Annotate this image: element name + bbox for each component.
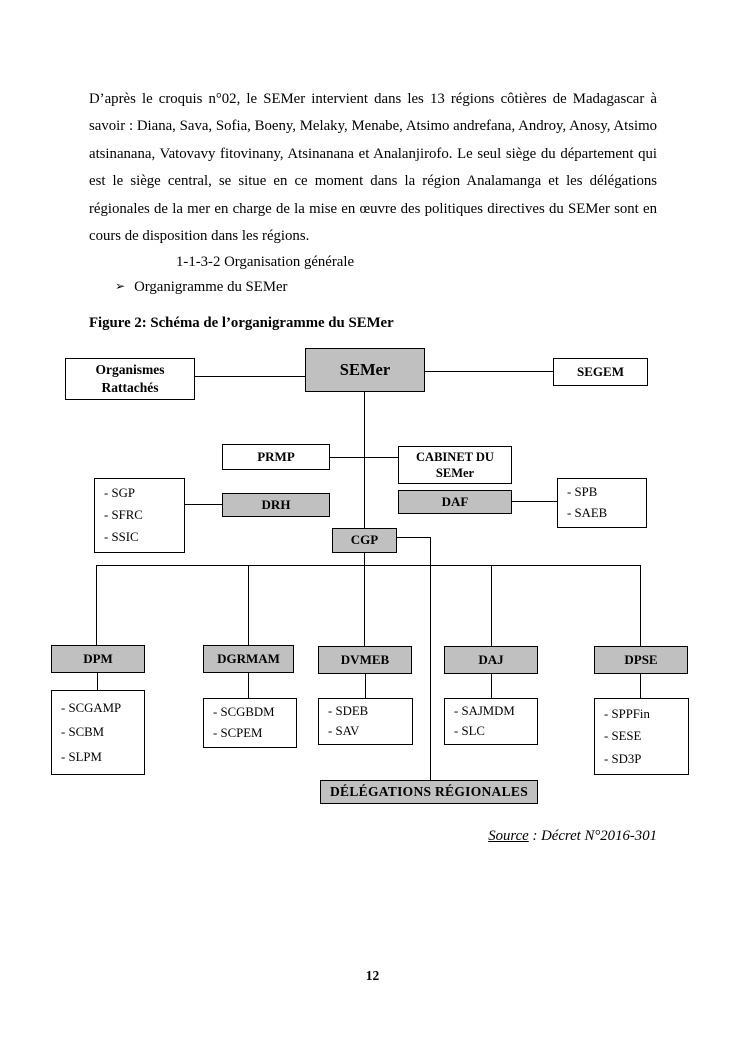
- node-prmp: PRMP: [222, 444, 330, 470]
- connector: [248, 673, 249, 698]
- connector: [185, 504, 222, 505]
- node-semer: SEMer: [305, 348, 425, 392]
- node-label: Organismes: [95, 362, 165, 378]
- service-item: - SCBM: [61, 725, 105, 739]
- connector: [425, 371, 553, 372]
- connector: [364, 553, 365, 646]
- service-item: - SAJMDM: [454, 704, 515, 718]
- connector: [491, 674, 492, 698]
- node-organismes-rattaches: [65, 358, 195, 400]
- source-reference: : Décret N°2016-301: [528, 828, 657, 844]
- node-dvmeb: DVMEB: [318, 646, 412, 674]
- service-item: - SFRC: [104, 508, 143, 522]
- dvmeb-services-box: [318, 698, 413, 745]
- connector: [491, 565, 492, 646]
- connector: [512, 501, 557, 502]
- service-item: - SLPM: [61, 749, 102, 764]
- connector: [97, 673, 98, 690]
- service-item: - SSIC: [104, 530, 139, 544]
- node-label: CABINET DU: [416, 449, 494, 464]
- service-item: - SCPEM: [213, 726, 263, 740]
- bullet-label: Organigramme du SEMer: [134, 279, 288, 295]
- service-item: - SPB: [567, 485, 598, 499]
- service-item: - SD3P: [604, 751, 642, 766]
- service-item: - SGP: [104, 486, 135, 500]
- connector: [248, 565, 249, 645]
- daj-services-box: [444, 698, 538, 745]
- node-dpm: DPM: [51, 645, 145, 673]
- connector: [397, 537, 430, 538]
- node-dgrmam: DGRMAM: [203, 645, 294, 673]
- service-item: - SCGAMP: [61, 700, 122, 715]
- service-item: - SDEB: [328, 704, 369, 718]
- connector: [640, 674, 641, 698]
- page-number: 12: [365, 968, 380, 983]
- drh-services-box: [94, 478, 185, 553]
- node-daf: DAF: [398, 490, 512, 514]
- source-note: [488, 828, 657, 845]
- arrow-bullet-icon: ➢: [115, 279, 126, 293]
- source-label: Source: [488, 828, 529, 844]
- node-daj: DAJ: [444, 646, 538, 674]
- service-item: - SAV: [328, 724, 360, 738]
- connector: [364, 392, 365, 528]
- service-item: - SPPFin: [604, 706, 650, 721]
- dpse-services-box: [594, 698, 689, 775]
- connector: [330, 457, 398, 458]
- service-item: - SESE: [604, 729, 642, 743]
- node-cabinet-du-semer: [398, 446, 512, 484]
- node-label: SEMer: [435, 466, 475, 480]
- connector: [365, 674, 366, 698]
- dgrmam-services-box: [203, 698, 297, 748]
- connector: [96, 565, 640, 566]
- daf-services-box: [557, 478, 647, 528]
- connector: [96, 565, 97, 645]
- figure-caption: Figure 2: Schéma de l’organigramme du SEMer: [89, 315, 394, 331]
- bullet-line: [115, 279, 287, 296]
- section-heading: 1-1-3-2 Organisation générale: [176, 254, 355, 270]
- node-segem: SEGEM: [553, 358, 648, 386]
- service-item: - SAEB: [567, 506, 608, 520]
- node-cgp: CGP: [332, 528, 397, 553]
- node-drh: DRH: [222, 493, 330, 517]
- dpm-services-box: [51, 690, 145, 775]
- node-label: Rattachés: [101, 380, 159, 395]
- connector: [195, 376, 305, 377]
- service-item: - SCGBDM: [213, 705, 275, 719]
- connector: [640, 565, 641, 646]
- connector: [430, 537, 431, 780]
- node-dpse: DPSE: [594, 646, 688, 674]
- intro-paragraph: D’après le croquis n°02, le SEMer intervient dans les 13 régions côtières de Madagascar à savoir : Diana, Sava, Sofia, Boeny, Melaky, Menabe, Atsimo andrefana, Androy, Anosy, Atsimo atsinanana, Vatovavy fitovinany, Atsinanana et Analanjirofo. Le seul siège du département qui est le siège central, se situe en ce moment dans la région Analamanga et les délégations régionales de la mer en charge de la mise en œuvre des politiques directives du SEMer sont en cours de disposition dans les régions.: [89, 91, 657, 245]
- node-delegations-regionales: DÉLÉGATIONS RÉGIONALES: [320, 780, 538, 804]
- service-item: - SLC: [454, 724, 485, 738]
